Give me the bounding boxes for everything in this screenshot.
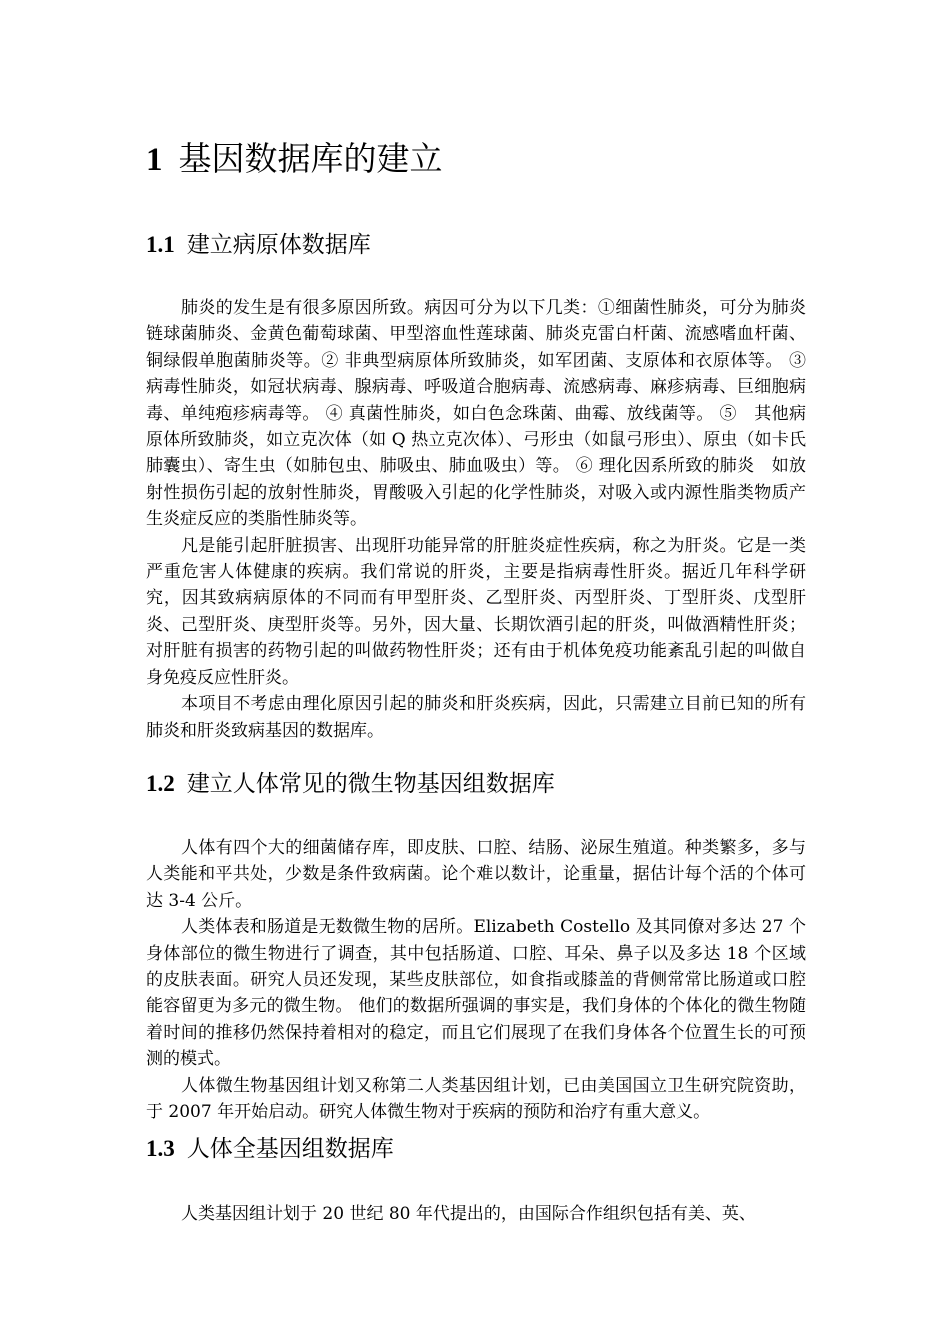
section-number: 1.1 <box>146 232 175 257</box>
section-number: 1.2 <box>146 771 175 796</box>
paragraph: 凡是能引起肝脏损害、出现肝功能异常的肝脏炎症性疾病，称之为肝炎。它是一类严重危害人体健康的疾病。我们常说的肝炎，主要是指病毒性肝炎。据近几年科学研究，因其致病病原体的不同而有甲型肝炎、乙型肝炎、丙型肝炎、丁型肝炎、戊型肝炎、己型肝炎、庚型肝炎等。另外，因大量、长期饮酒引起的肝炎，叫做酒精性肝炎；对肝脏有损害的药物引起的叫做药物性肝炎；还有由于机体免疫功能紊乱引起的叫做自身免疫反应性肝炎。 <box>146 535 806 688</box>
section-number: 1.3 <box>146 1136 175 1161</box>
section-title: 建立病原体数据库 <box>186 232 371 258</box>
paragraph: 人类体表和肠道是无数微生物的居所。Elizabeth Costello 及其同僚对多达 27 个身体部位的微生物进行了调查，其中包括肠道、口腔、耳朵、鼻子以及多达 18 个区域的皮肤表面。研究人员还发现，某些皮肤部位，如食指或膝盖的背侧常常比肠道或口腔能容留更为多元的微生物。 他们的数据所强调的事实是，我们身体的个体化的微生物随着时间的推移仍然保持着相对的稳定，而且它们展现了在我们身体各个位置生长的可预测的模式。 <box>146 917 806 1070</box>
paragraph: 人体微生物基因组计划又称第二人类基因组计划，已由美国国立卫生研究院资助，于 2007 年开始启动。研究人体微生物对于疾病的预防和治疗有重大意义。 <box>146 1075 806 1123</box>
section-body-1-2 <box>146 835 806 1125</box>
section-heading-1-2 <box>146 768 555 800</box>
chapter-heading <box>146 137 443 182</box>
section-heading-1-1 <box>146 229 371 261</box>
paragraph: 肺炎的发生是有很多原因所致。病因可分为以下几类：①细菌性肺炎，可分为肺炎链球菌肺炎、金黄色葡萄球菌、甲型溶血性莲球菌、肺炎克雷白杆菌、流感嗜血杆菌、铜绿假单胞菌肺炎等。② 非典型病原体所致肺炎，如军团菌、支原体和衣原体等。 ③ 病毒性肺炎，如冠状病毒、腺病毒、呼吸道合胞病毒、流感病毒、麻疹病毒、巨细胞病毒、单纯疱疹病毒等。 ④ 真菌性肺炎，如白色念珠菌、曲霉、放线菌等。 ⑤ 其他病原体所致肺炎，如立克次体（如 Q 热立克次体）、弓形虫（如鼠弓形虫）、原虫（如卡氏肺囊虫）、寄生虫（如肺包虫、肺吸虫、肺血吸虫）等。 ⑥ 理化因系所致的肺炎 如放射性损伤引起的放射性肺炎，胃酸吸入引起的化学性肺炎，对吸入或内源性脂类物质产生炎症反应的类脂性肺炎等。 <box>146 298 806 530</box>
section-title: 人体全基因组数据库 <box>186 1136 394 1162</box>
paragraph: 本项目不考虑由理化原因引起的肺炎和肝炎疾病，因此，只需建立目前已知的所有肺炎和肝炎致病基因的数据库。 <box>146 694 806 741</box>
section-heading-1-3 <box>146 1133 394 1165</box>
chapter-number: 1 <box>146 142 163 178</box>
section-body-1-3 <box>146 1201 806 1227</box>
section-title: 建立人体常见的微生物基因组数据库 <box>186 771 555 797</box>
paragraph: 人类基因组计划于 20 世纪 80 年代提出的，由国际合作组织包括有美、英、 <box>181 1204 756 1224</box>
paragraph: 人体有四个大的细菌储存库，即皮肤、口腔、结肠、泌尿生殖道。种类繁多，多与人类能和平共处，少数是条件致病菌。论个难以数计，论重量，据估计每个活的个体可达 3-4 公斤。 <box>146 838 806 911</box>
section-body-1-1 <box>146 295 806 744</box>
chapter-title: 基因数据库的建立 <box>178 139 443 178</box>
